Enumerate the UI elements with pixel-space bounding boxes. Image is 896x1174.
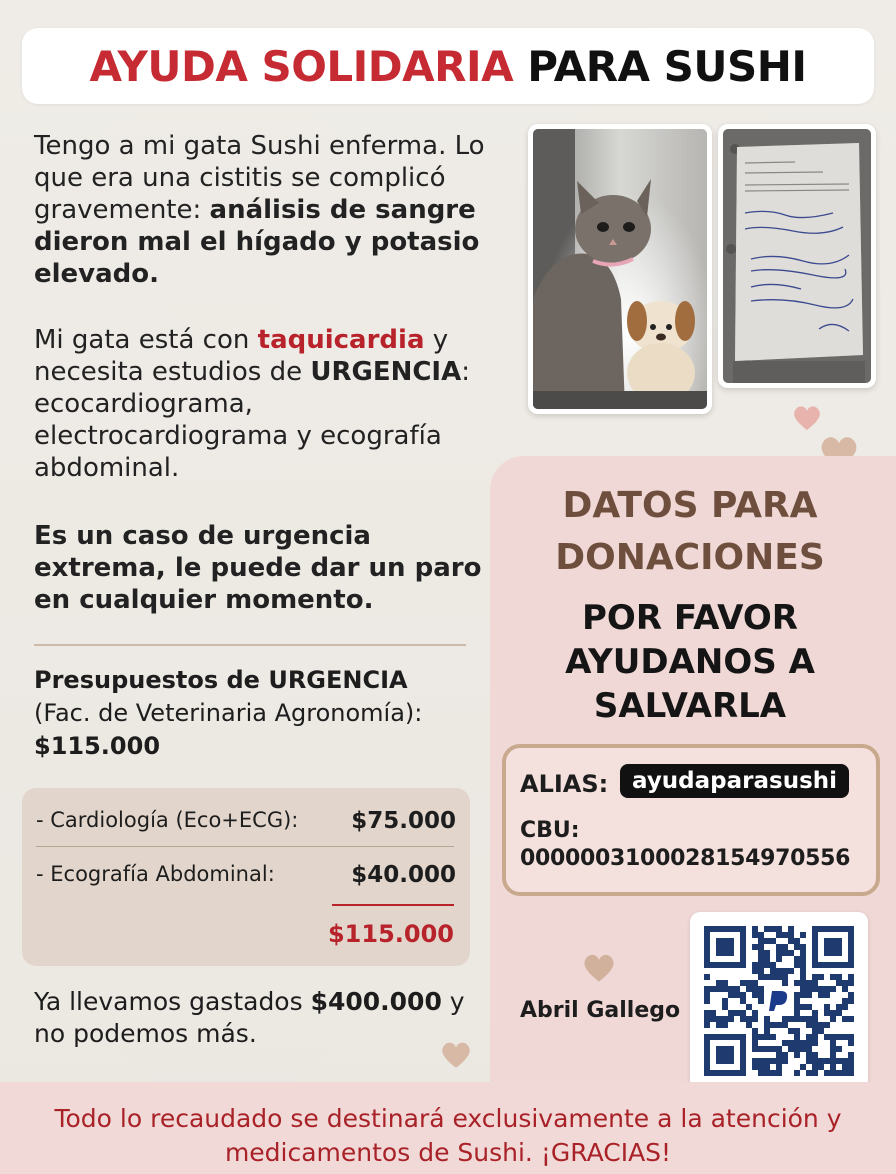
qr-module [704, 1016, 710, 1022]
qr-module [782, 944, 788, 950]
qr-module [770, 1022, 776, 1028]
story-p1-bold: análisis de sangre dieron mal el hígado y potasio elevado. [34, 195, 480, 289]
qr-module [716, 1022, 722, 1028]
qr-module [794, 1070, 800, 1076]
qr-module [794, 998, 800, 1004]
qr-module [788, 1040, 794, 1046]
qr-module [722, 998, 728, 1004]
qr-module [824, 1070, 830, 1076]
qr-module [812, 974, 818, 980]
heart-icon [440, 1040, 472, 1070]
qr-module [812, 1058, 818, 1064]
cbu-label: CBU: [520, 818, 580, 843]
qr-module [848, 974, 854, 980]
qr-module [812, 1040, 818, 1046]
qr-module [806, 1034, 812, 1040]
qr-module [824, 1010, 830, 1016]
qr-module [806, 1058, 812, 1064]
qr-module [812, 1010, 818, 1016]
qr-module [770, 1046, 776, 1052]
qr-module [818, 1058, 824, 1064]
qr-module [836, 1010, 842, 1016]
qr-module [800, 974, 806, 980]
qr-module [740, 992, 746, 998]
qr-module [758, 938, 764, 944]
qr-module [842, 998, 848, 1004]
qr-module [830, 1046, 836, 1052]
qr-module [812, 1016, 818, 1022]
qr-module [764, 1022, 770, 1028]
budget-total: $115.000 [34, 732, 161, 760]
qr-module [794, 1010, 800, 1016]
qr-module [806, 1016, 812, 1022]
qr-module [818, 1028, 824, 1034]
qr-module [758, 986, 764, 992]
qr-module [800, 968, 806, 974]
alias-label: ALIAS: [520, 770, 609, 798]
qr-module [770, 938, 776, 944]
qr-module [794, 1004, 800, 1010]
total-underline [332, 904, 454, 906]
qr-module [758, 992, 764, 998]
qr-module [716, 1016, 722, 1022]
qr-module [752, 980, 758, 986]
qr-module [764, 950, 770, 956]
qr-module [848, 998, 854, 1004]
qr-module [764, 1046, 770, 1052]
cost-separator [36, 846, 454, 847]
qr-module [722, 980, 728, 986]
qr-module [728, 992, 734, 998]
qr-module [752, 962, 758, 968]
qr-module [788, 950, 794, 956]
qr-module [752, 1046, 758, 1052]
qr-module [782, 980, 788, 986]
story-p2-red: taquicardia [257, 325, 425, 355]
story-paragraph-2 [34, 324, 504, 484]
qr-module [722, 986, 728, 992]
qr-module [794, 1016, 800, 1022]
qr-module [824, 986, 830, 992]
qr-module [800, 992, 806, 998]
qr-module [794, 1052, 800, 1058]
qr-module [752, 932, 758, 938]
title-red: AYUDA SOLIDARIA [89, 41, 514, 91]
qr-module [842, 980, 848, 986]
qr-module [794, 944, 800, 950]
qr-module [800, 932, 806, 938]
qr-module [848, 992, 854, 998]
qr-module [776, 968, 782, 974]
recipient-name: Abril Gallego [520, 998, 681, 1023]
qr-module [794, 962, 800, 968]
qr-module [764, 1034, 770, 1040]
qr-module [830, 1058, 836, 1064]
qr-module [710, 1016, 716, 1022]
qr-module [776, 944, 782, 950]
page-title [89, 42, 806, 91]
qr-module [746, 1022, 752, 1028]
cat-illustration [533, 129, 707, 409]
qr-module [782, 1058, 788, 1064]
urgency-statement: Es un caso de urgencia extrema, le puede dar un paro en cualquier momento. [34, 521, 482, 615]
qr-module [764, 1070, 770, 1076]
qr-module [782, 974, 788, 980]
qr-module [734, 992, 740, 998]
qr-module [818, 986, 824, 992]
qr-module [776, 1064, 782, 1070]
qr-module [794, 1028, 800, 1034]
qr-module [836, 980, 842, 986]
qr-module [818, 974, 824, 980]
qr-module [722, 1016, 728, 1022]
qr-module [752, 986, 758, 992]
cost-row [36, 862, 456, 888]
qr-module [746, 1016, 752, 1022]
qr-module [812, 980, 818, 986]
qr-module [806, 1070, 812, 1076]
qr-module [842, 1004, 848, 1010]
story-p2-text-c: : ecocardiograma, electrocardiograma y ecografía abdominal. [34, 357, 470, 483]
qr-module [800, 980, 806, 986]
qr-module [830, 1052, 836, 1058]
qr-module [788, 968, 794, 974]
qr-module [764, 1028, 770, 1034]
qr-module [842, 1034, 848, 1040]
story-p2-text-b: y necesita estudios de [34, 325, 449, 387]
qr-module [758, 1064, 764, 1070]
qr-module [752, 1034, 758, 1040]
qr-module [830, 1034, 836, 1040]
qr-module [764, 938, 770, 944]
story-p2-bold: URGENCIA [310, 357, 462, 387]
qr-module [788, 926, 794, 932]
qr-module [848, 1064, 854, 1070]
qr-module [758, 944, 764, 950]
qr-module [812, 1022, 818, 1028]
qr-module [794, 1034, 800, 1040]
qr-module [812, 986, 818, 992]
qr-module [752, 1064, 758, 1070]
cost-label: - Ecografía Abdominal: [36, 862, 275, 886]
qr-module [788, 1046, 794, 1052]
qr-module [800, 950, 806, 956]
help-plea: POR FAVOR AYUDANOS A SALVARLA [565, 598, 815, 726]
cost-breakdown [22, 788, 470, 966]
qr-module [776, 956, 782, 962]
cost-amount: $75.000 [351, 808, 456, 834]
qr-module [782, 1052, 788, 1058]
qr-module [752, 1010, 758, 1016]
qr-module [830, 1070, 836, 1076]
qr-module [758, 974, 764, 980]
footer-text: Todo lo recaudado se destinará exclusivamente a la atención y medicamentos de Sushi. ¡GRACIAS! [54, 1104, 842, 1167]
qr-module [830, 1016, 836, 1022]
cat-photo [528, 124, 712, 414]
qr-module [824, 1034, 830, 1040]
qr-module [758, 1070, 764, 1076]
qr-module [818, 1022, 824, 1028]
qr-module [758, 1034, 764, 1040]
qr-module [794, 1040, 800, 1046]
qr-module [740, 1010, 746, 1016]
qr-module [824, 992, 830, 998]
qr-module [776, 1058, 782, 1064]
qr-module [758, 962, 764, 968]
qr-module [782, 1040, 788, 1046]
qr-module [836, 1004, 842, 1010]
qr-module [764, 926, 770, 932]
qr-module [794, 956, 800, 962]
qr-module [746, 986, 752, 992]
qr-module [764, 1064, 770, 1070]
qr-module [728, 1010, 734, 1016]
qr-module [782, 950, 788, 956]
qr-module [704, 998, 710, 1004]
qr-module [758, 932, 764, 938]
qr-module [764, 974, 770, 980]
document-illustration [723, 129, 871, 383]
qr-module [770, 926, 776, 932]
qr-module [812, 1064, 818, 1070]
qr-module [770, 962, 776, 968]
budget-label: Presupuestos de [34, 666, 269, 694]
qr-module [842, 1064, 848, 1070]
qr-module [830, 1040, 836, 1046]
qr-module [776, 926, 782, 932]
qr-module [800, 1046, 806, 1052]
cost-row [36, 808, 456, 834]
story-p2-text-a: Mi gata está con [34, 325, 258, 355]
qr-module [806, 1046, 812, 1052]
story-paragraph-1 [34, 130, 534, 290]
qr-module [704, 986, 710, 992]
qr-module [782, 1016, 788, 1022]
qr-module [830, 1064, 836, 1070]
qr-module [722, 1022, 728, 1028]
qr-module [836, 1034, 842, 1040]
qr-finder [716, 1046, 734, 1064]
qr-module [758, 956, 764, 962]
qr-module [746, 980, 752, 986]
qr-module [818, 1064, 824, 1070]
qr-module [752, 968, 758, 974]
qr-module [800, 1016, 806, 1022]
qr-module [704, 974, 710, 980]
qr-module [716, 980, 722, 986]
qr-module [770, 974, 776, 980]
heart-icon [582, 952, 616, 984]
qr-module [836, 1058, 842, 1064]
divider [34, 644, 466, 646]
qr-module [710, 986, 716, 992]
qr-module [752, 1040, 758, 1046]
qr-module [752, 1028, 758, 1034]
qr-code[interactable] [690, 912, 868, 1090]
qr-module [836, 1046, 842, 1052]
qr-module [806, 980, 812, 986]
qr-module [806, 1004, 812, 1010]
qr-module [710, 1010, 716, 1016]
qr-module [848, 980, 854, 986]
budget-section [34, 664, 494, 763]
qr-module [758, 1058, 764, 1064]
qr-module [788, 932, 794, 938]
qr-module [800, 956, 806, 962]
qr-module [776, 974, 782, 980]
qr-module [812, 1052, 818, 1058]
qr-code-icon [690, 912, 868, 1090]
qr-module [812, 1070, 818, 1076]
spent-text-a: Ya llevamos gastados [34, 987, 311, 1016]
qr-module [776, 1046, 782, 1052]
qr-module [758, 950, 764, 956]
donations-title: DATOS PARA DONACIONES [555, 485, 825, 578]
qr-module [812, 1034, 818, 1040]
qr-module [806, 992, 812, 998]
qr-module [806, 1052, 812, 1058]
qr-module [752, 944, 758, 950]
qr-module [848, 1016, 854, 1022]
qr-module [800, 944, 806, 950]
qr-module [722, 1004, 728, 1010]
qr-module [728, 986, 734, 992]
qr-module [764, 962, 770, 968]
qr-module [842, 1016, 848, 1022]
qr-module [776, 1070, 782, 1076]
qr-module [848, 1052, 854, 1058]
qr-module [824, 1022, 830, 1028]
qr-module [800, 1040, 806, 1046]
qr-module [794, 980, 800, 986]
qr-module [824, 1058, 830, 1064]
qr-module [704, 1010, 710, 1016]
vet-document-photo [718, 124, 876, 388]
qr-module [848, 1058, 854, 1064]
qr-module [776, 1052, 782, 1058]
qr-finder [716, 938, 734, 956]
qr-module [704, 992, 710, 998]
alias-value[interactable]: ayudaparasushi [620, 764, 849, 798]
qr-module [734, 986, 740, 992]
qr-module [758, 968, 764, 974]
qr-module [842, 1070, 848, 1076]
qr-module [776, 950, 782, 956]
qr-module [740, 998, 746, 1004]
qr-module [746, 1004, 752, 1010]
qr-module [842, 1058, 848, 1064]
qr-module [728, 1016, 734, 1022]
qr-module [794, 938, 800, 944]
qr-module [818, 992, 824, 998]
qr-module [752, 1016, 758, 1022]
cost-amount: $40.000 [351, 862, 456, 888]
qr-module [752, 992, 758, 998]
qr-module [734, 1010, 740, 1016]
qr-module [788, 938, 794, 944]
qr-module [842, 986, 848, 992]
qr-module [836, 974, 842, 980]
budget-urgency: URGENCIA [268, 666, 408, 694]
qr-module [848, 1040, 854, 1046]
qr-module [794, 1046, 800, 1052]
qr-module [806, 1022, 812, 1028]
qr-module [800, 962, 806, 968]
qr-module [800, 1064, 806, 1070]
qr-module [800, 986, 806, 992]
cbu-value[interactable]: 0000003100028154970556 [520, 846, 851, 871]
cost-label: - Cardiología (Eco+ECG): [36, 808, 299, 832]
spent-amount: $400.000 [310, 987, 442, 1016]
qr-module [740, 980, 746, 986]
qr-module [758, 1046, 764, 1052]
qr-module [776, 1022, 782, 1028]
qr-module [782, 1022, 788, 1028]
qr-module [782, 932, 788, 938]
spent-text-b: y no podemos más. [34, 987, 465, 1048]
budget-line-2: (Fac. de Veterinaria Agronomía): [34, 699, 423, 727]
qr-module [764, 1058, 770, 1064]
qr-module [770, 968, 776, 974]
qr-module [764, 956, 770, 962]
qr-module [836, 1070, 842, 1076]
budget-line-1 [34, 664, 494, 697]
title-black: PARA SUSHI [527, 41, 807, 91]
qr-module [752, 1058, 758, 1064]
qr-module [830, 1010, 836, 1016]
qr-module [770, 1070, 776, 1076]
qr-module [824, 1004, 830, 1010]
qr-module [830, 974, 836, 980]
qr-module [758, 998, 764, 1004]
qr-module [800, 1004, 806, 1010]
qr-module [806, 986, 812, 992]
heart-icon [792, 404, 822, 432]
qr-module [848, 1070, 854, 1076]
qr-module [782, 968, 788, 974]
qr-module [752, 926, 758, 932]
qr-module [770, 1058, 776, 1064]
qr-module [830, 986, 836, 992]
qr-module [716, 986, 722, 992]
header-banner [22, 28, 874, 104]
spent-statement [34, 986, 484, 1050]
qr-module [848, 1034, 854, 1040]
qr-module [740, 1016, 746, 1022]
cost-total: $115.000 [327, 920, 454, 948]
qr-module [764, 1016, 770, 1022]
qr-module [812, 1028, 818, 1034]
qr-module [806, 1040, 812, 1046]
qr-module [776, 932, 782, 938]
qr-module [788, 1028, 794, 1034]
qr-module [770, 1034, 776, 1040]
qr-finder [824, 938, 842, 956]
story-p1-text: Tengo a mi gata Sushi enferma. Lo que era una cistitis se complicó gravemente: [34, 131, 485, 225]
qr-module [788, 1016, 794, 1022]
qr-module [704, 1022, 710, 1028]
qr-module [794, 992, 800, 998]
